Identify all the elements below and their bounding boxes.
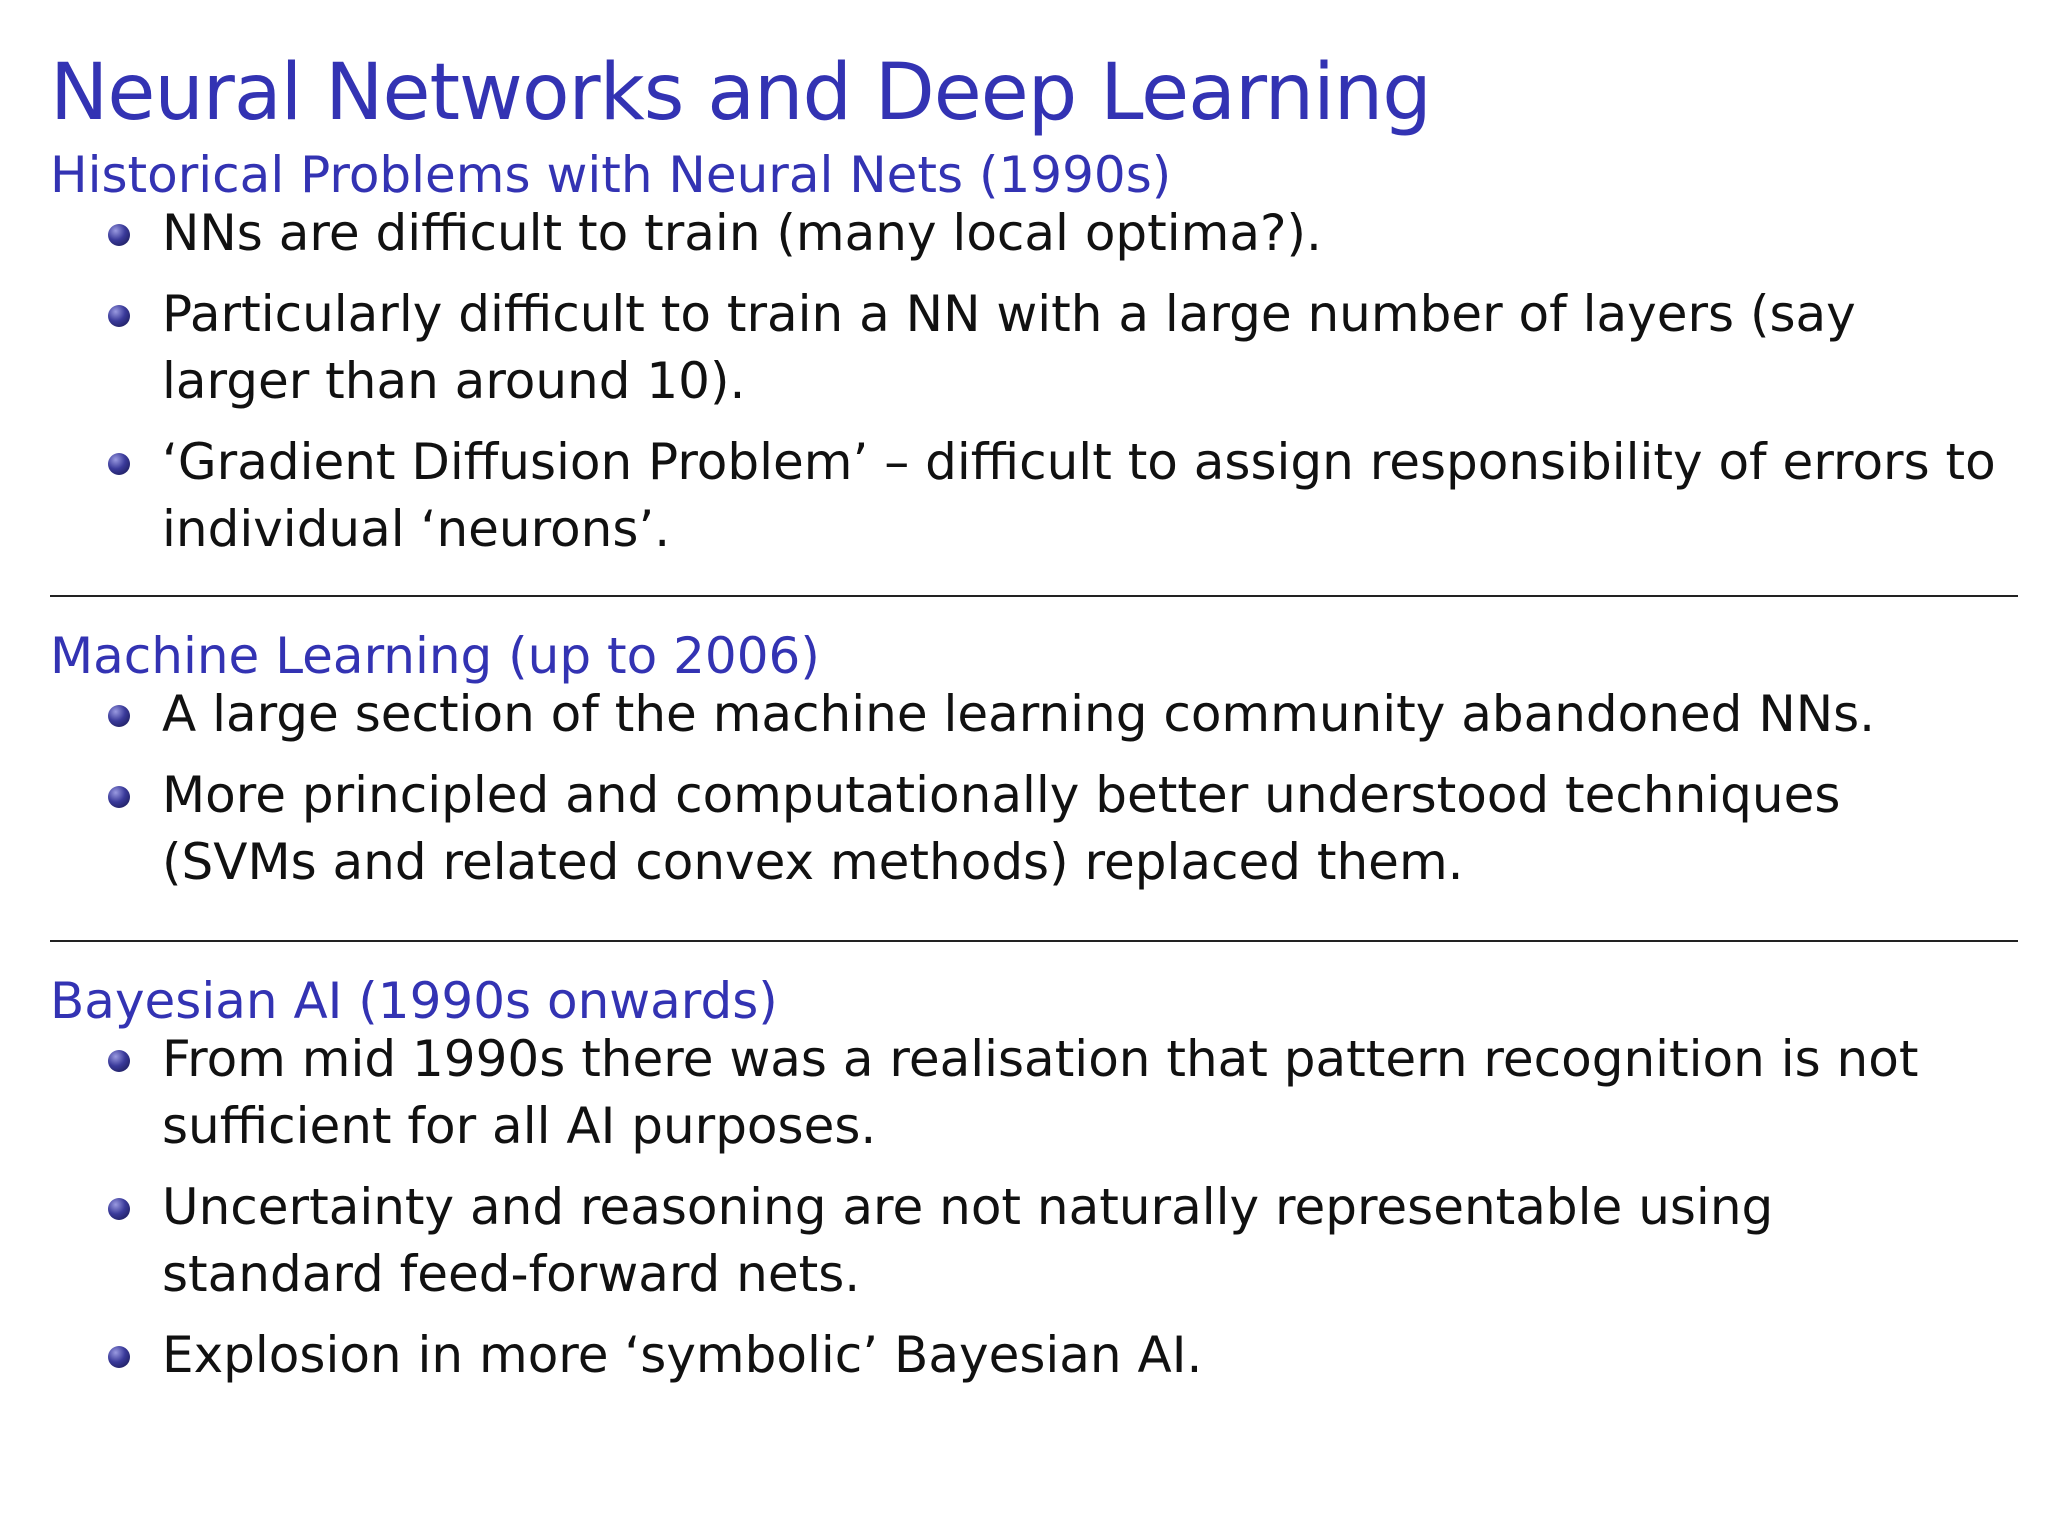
list-item bbox=[50, 1322, 2008, 1389]
list-item bbox=[50, 681, 2008, 748]
sphere-bullet-icon bbox=[108, 305, 130, 327]
bullet-text: More principled and computationally better understood techniques (SVMs and related convex methods) replaced them. bbox=[162, 766, 1841, 891]
sphere-bullet-icon bbox=[108, 786, 130, 808]
slide-subtitle: Historical Problems with Neural Nets (1990s) bbox=[50, 146, 1172, 204]
divider bbox=[50, 940, 2018, 942]
slide-title: Neural Networks and Deep Learning bbox=[50, 48, 1431, 138]
section-heading-bayesian-ai: Bayesian AI (1990s onwards) bbox=[50, 972, 778, 1030]
sphere-bullet-icon bbox=[108, 224, 130, 246]
bullet-text: ‘Gradient Diffusion Problem’ – difficult to assign responsibility of errors to individual ‘neurons’. bbox=[162, 433, 1996, 558]
bullet-text: Explosion in more ‘symbolic’ Bayesian AI. bbox=[162, 1326, 1203, 1384]
bullet-text: A large section of the machine learning community abandoned NNs. bbox=[162, 685, 1876, 743]
bullet-text: Uncertainty and reasoning are not naturally representable using standard feed-forward nets. bbox=[162, 1178, 1774, 1303]
list-item bbox=[50, 429, 2008, 563]
divider bbox=[50, 595, 2018, 597]
sphere-bullet-icon bbox=[108, 1050, 130, 1072]
list-item bbox=[50, 762, 2008, 896]
bullet-text: Particularly difficult to train a NN with a large number of layers (say larger than around 10). bbox=[162, 285, 1856, 410]
bullet-list-machine-learning bbox=[50, 681, 2008, 896]
sphere-bullet-icon bbox=[108, 705, 130, 727]
bullet-list-problems bbox=[50, 200, 2008, 563]
list-item bbox=[50, 200, 2008, 267]
sphere-bullet-icon bbox=[108, 453, 130, 475]
bullet-text: NNs are difficult to train (many local optima?). bbox=[162, 204, 1322, 262]
list-item bbox=[50, 281, 2008, 415]
list-item bbox=[50, 1026, 2008, 1160]
sphere-bullet-icon bbox=[108, 1346, 130, 1368]
list-item bbox=[50, 1174, 2008, 1308]
section-heading-machine-learning: Machine Learning (up to 2006) bbox=[50, 627, 820, 685]
bullet-text: From mid 1990s there was a realisation that pattern recognition is not sufficient for all AI purposes. bbox=[162, 1030, 1919, 1155]
bullet-list-bayesian-ai bbox=[50, 1026, 2008, 1389]
sphere-bullet-icon bbox=[108, 1198, 130, 1220]
